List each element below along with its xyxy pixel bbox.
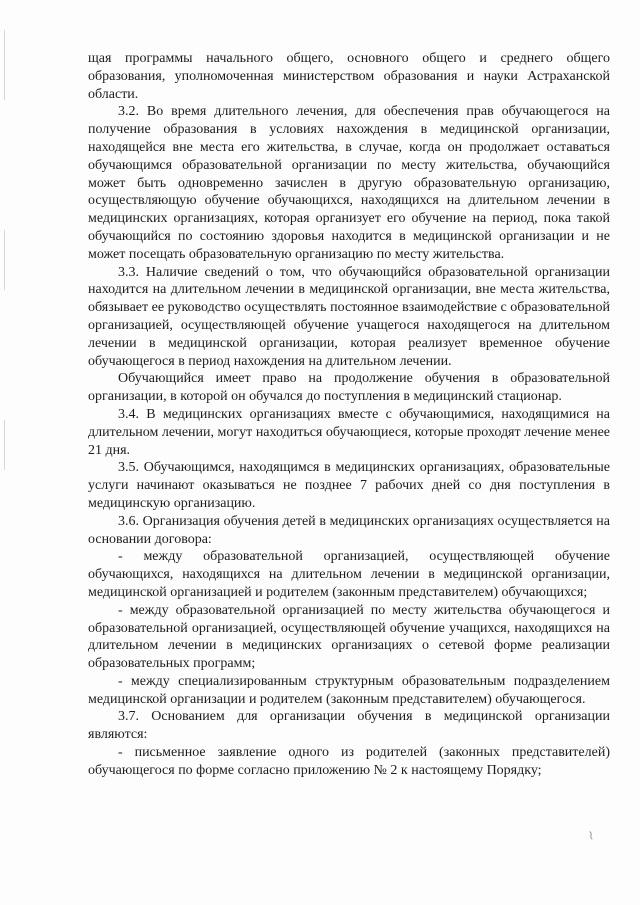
- paragraph-3-7: 3.7. Основанием для организации обучения в медицинской организации являются:: [88, 709, 610, 743]
- paragraph-3-4: 3.4. В медицинских организациях вместе с обучающимися, находящимися на длительном лечении, могут находиться обучающиеся, которые проходят лечение менее 21 дня.: [88, 406, 610, 458]
- paragraph-3-6: 3.6. Организация обучения детей в медицинских организациях осуществляется на основании договора:: [88, 513, 610, 547]
- paragraph-3-2: 3.2. Во время длительного лечения, для обеспечения прав обучающегося на получение образования в условиях нахождения в медицинской организации, находящейся вне места его жительства, в случае, когда он продолжает оставаться обучающимся образовательной организации по месту жительства, обучающийся может быть одновременно зачислен в другую образовательную организацию, осуществляющую обучение обучающихся, находящихся на длительном лечении в медицинских организациях, которая организует его обучение на период, пока такой обучающийся по состоянию здоровья находится в медицинской организации и не может посещать образовательную организацию по месту жительства.: [88, 104, 610, 262]
- list-item-contract-3: - между специализированным структурным образовательным подразделением медицинской организации и родителем (законным представителем) обучающегося.: [88, 673, 610, 707]
- document-body: [88, 50, 610, 780]
- scan-margin-mark: [4, 30, 5, 100]
- paragraph-right-to-continue: Обучающийся имеет право на продолжение обучения в образовательной организации, в которой он обучался до поступления в медицинский стационар.: [88, 371, 610, 405]
- list-item-contract-1: - между образовательной организацией, осуществляющей обучение обучающихся, находящихся на длительном лечении в медицинской организации, медицинской организацией и родителем (законным представителем) обучающихся;: [88, 549, 610, 600]
- margin-glyph: ~: [582, 828, 599, 843]
- paragraph-3-3: 3.3. Наличие сведений о том, что обучающийся образовательной организации находится на длительном лечении в медицинской организации, вне места жительства, обязывает ее руководство осуществлять постоянное взаимодействие с образовательной организацией, осуществляющей обучение учащегося находящегося на длительном лечении в медицинской организации, которая реализует временное обучение обучающегося в период нахождения на длительном лечении.: [88, 264, 610, 369]
- paragraph-continuation: щая программы начального общего, основного общего и среднего общего образования, уполномоченная министерством образования и науки Астраханской области.: [88, 51, 610, 102]
- list-item-basis-1: - письменное заявление одного из родителей (законных представителей) обучающегося по форме согласно приложению № 2 к настоящему Порядку;: [88, 745, 610, 778]
- list-item-contract-2: - между образовательной организацией по месту жительства обучающегося и образовательной организацией, осуществляющей обучение учащихся, находящихся на длительном лечении в медицинских организациях о сетевой форме реализации образовательных программ;: [88, 602, 610, 672]
- scan-margin-mark: [4, 230, 5, 290]
- paragraph-3-5: 3.5. Обучающимся, находящимся в медицинских организациях, образовательные услуги начинают оказываться не позднее 7 рабочих дней со дня поступления в медицинскую организацию.: [88, 460, 610, 511]
- scan-margin-mark: [4, 420, 5, 470]
